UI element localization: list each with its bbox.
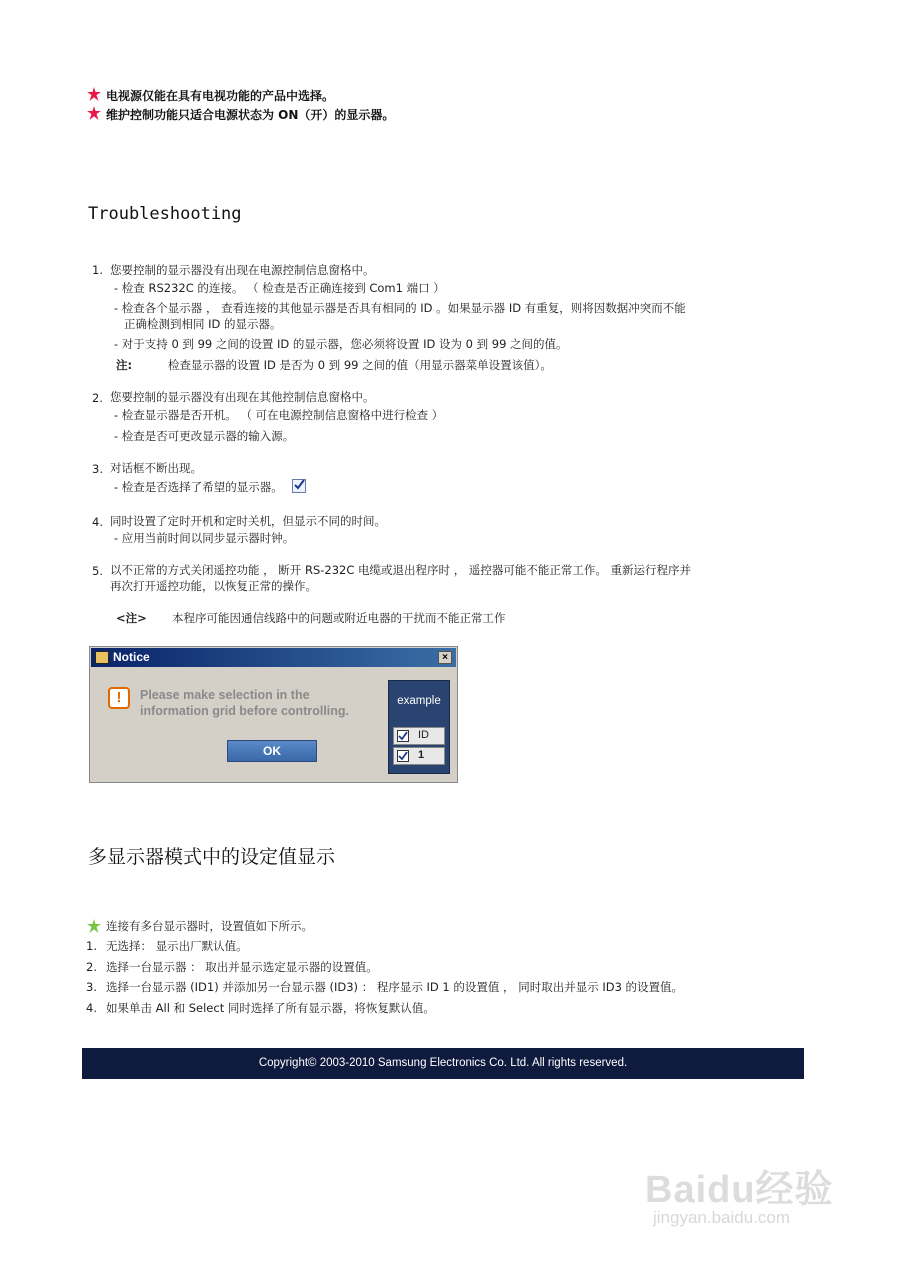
red-star-icon — [86, 86, 102, 102]
sub-item: - 检查显示器是否开机。 （ 可在电源控制信息窗格中进行检查 ） — [114, 408, 444, 422]
sub-item: - 检查各个显示器 ， 查看连接的其他显示器是否具有相同的 ID 。如果显示器 ID 有重复，则将因数据冲突而不能 — [114, 301, 686, 315]
footnote-label: <注> — [116, 611, 147, 625]
intro-text: 连接有多台显示器时，设置值如下所示。 — [106, 919, 313, 933]
list-item: 无选择： 显示出厂默认值。 — [106, 939, 248, 953]
example-panel — [388, 680, 450, 774]
watermark-logo: Baidu经验 — [645, 1169, 834, 1211]
message-line: Please make selection in the — [140, 688, 310, 702]
close-button[interactable]: × — [438, 651, 452, 664]
section-title: 多显示器模式中的设定值显示 — [88, 846, 336, 868]
sub-item-text: - 检查是否选择了希望的显示器。 — [114, 480, 283, 494]
example-id-header: ID — [418, 729, 429, 741]
dialog-message — [140, 687, 349, 719]
item-number: 4. — [92, 515, 103, 529]
item-text: 您要控制的显示器没有出现在其他控制信息窗格中。 — [110, 390, 375, 404]
sub-item: 正确检测到相同 ID 的显示器。 — [124, 317, 282, 331]
note-maintenance: 维护控制功能只适合电源状态为 ON（开）的显示器。 — [106, 108, 395, 122]
message-line: information grid before controlling. — [140, 704, 350, 718]
example-id-value: 1 — [418, 749, 425, 761]
checkbox-icon — [397, 730, 409, 742]
sub-item: - 检查是否可更改显示器的输入源。 — [114, 429, 295, 443]
red-star-icon — [86, 105, 102, 121]
item-number: 1. — [92, 263, 103, 277]
item-text: 您要控制的显示器没有出现在电源控制信息窗格中。 — [110, 263, 375, 277]
item-text: 再次打开遥控功能，以恢复正常的操作。 — [110, 579, 317, 593]
item-number: 3. — [92, 462, 103, 476]
item-number: 2. — [86, 960, 97, 974]
dialog-title: Notice — [113, 650, 150, 664]
item-text: 同时设置了定时开机和定时关机，但显示不同的时间。 — [110, 514, 386, 528]
item-number: 4. — [86, 1001, 97, 1015]
sub-item — [114, 479, 306, 495]
ok-button[interactable]: OK — [227, 740, 317, 762]
sub-item: - 应用当前时间以同步显示器时钟。 — [114, 531, 295, 545]
note-tv-source: 电视源仅能在具有电视功能的产品中选择。 — [106, 89, 335, 103]
item-number: 2. — [92, 391, 103, 405]
sub-item: - 检查 RS232C 的连接。 （ 检查是否正确连接到 Com1 端口 ） — [114, 281, 445, 295]
item-number: 3. — [86, 980, 97, 994]
footnote-text: 本程序可能因通信线路中的问题或附近电器的干扰而不能正常工作 — [172, 611, 506, 625]
notice-dialog — [89, 646, 458, 783]
item-number: 1. — [86, 939, 97, 953]
watermark — [645, 1150, 865, 1240]
item-number: 5. — [92, 564, 103, 578]
example-row — [393, 727, 445, 745]
troubleshooting-title: Troubleshooting — [88, 204, 242, 224]
dialog-titlebar — [91, 648, 456, 667]
note-label: 注: — [116, 358, 133, 372]
note-text: 检查显示器的设置 ID 是否为 0 到 99 之间的值（用显示器菜单设置该值）。 — [168, 358, 552, 372]
list-item: 选择一台显示器 ： 取出并显示选定显示器的设置值。 — [106, 960, 378, 974]
copyright-footer: Copyright© 2003-2010 Samsung Electronics Co. Ltd. All rights reserved. — [82, 1048, 804, 1079]
example-label: example — [397, 695, 441, 707]
list-item: 选择一台显示器 (ID1) 并添加另一台显示器 (ID3) ： 程序显示 ID 1 的设置值 ， 同时取出并显示 ID3 的设置值。 — [106, 980, 684, 994]
green-star-icon — [86, 918, 102, 934]
example-row — [393, 747, 445, 765]
item-text: 以不正常的方式关闭遥控功能 ， 断开 RS-232C 电缆或退出程序时 ， 遥控器可能不能正常工作。 重新运行程序并 — [110, 563, 692, 577]
checkbox-icon — [292, 479, 306, 493]
list-item: 如果单击 All 和 Select 同时选择了所有显示器，将恢复默认值。 — [106, 1001, 435, 1015]
warning-icon: ! — [108, 687, 130, 709]
item-text: 对话框不断出现。 — [110, 461, 202, 475]
checkbox-icon — [397, 750, 409, 762]
sub-item: - 对于支持 0 到 99 之间的设置 ID 的显示器，您必须将设置 ID 设为 0 到 99 之间的值。 — [114, 337, 568, 351]
window-icon — [95, 651, 109, 664]
watermark-url: jingyan.baidu.com — [653, 1208, 791, 1227]
